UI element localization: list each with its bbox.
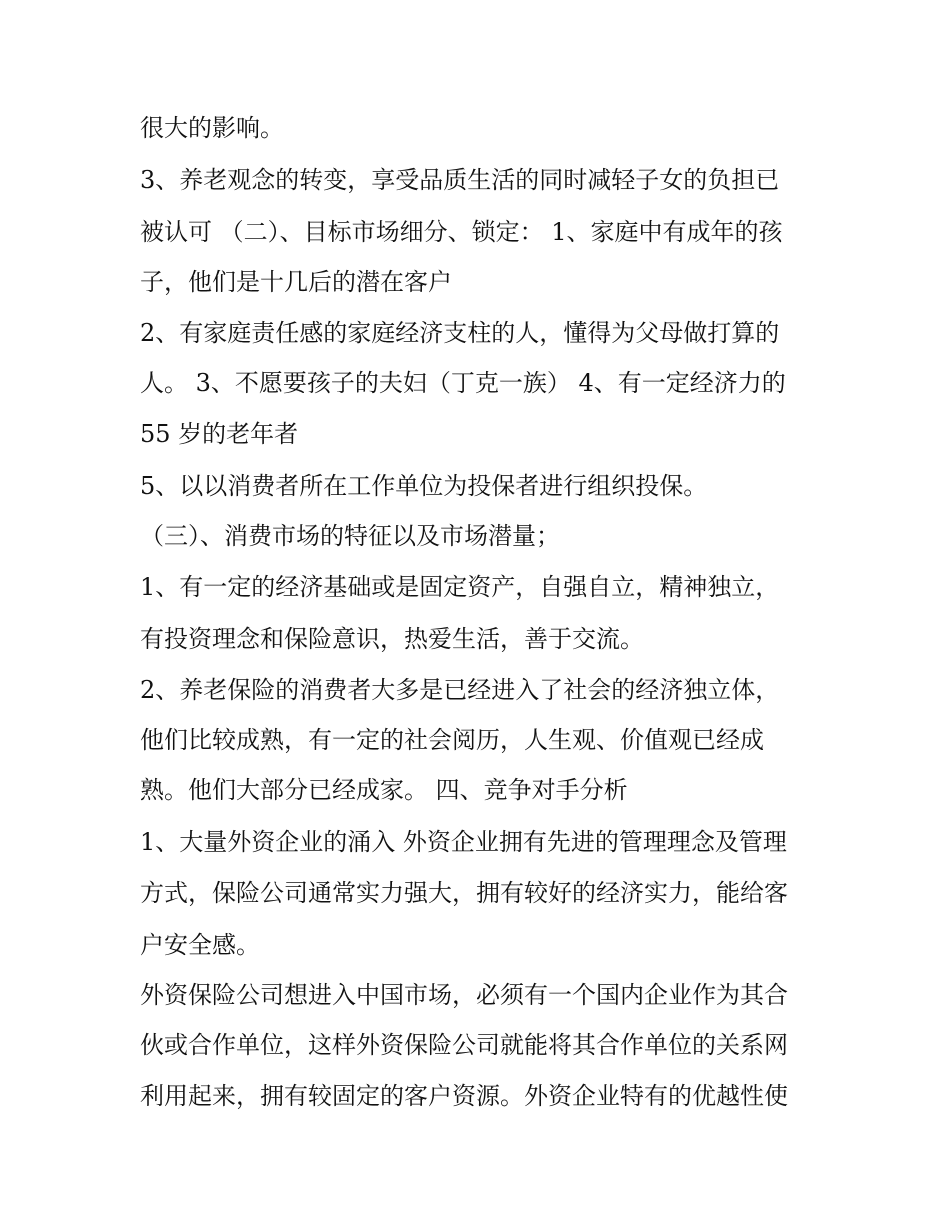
- text-line: 2、养老保险的消费者大多是已经进入了社会的经济独立体，: [140, 676, 780, 704]
- text-line: 被认可 （二）、目标市场细分、锁定： 1、家庭中有成年的孩: [140, 218, 783, 246]
- text-line: 他们比较成熟，有一定的社会阅历，人生观、价值观已经成: [140, 726, 764, 754]
- text-line: 户安全感。: [140, 931, 260, 959]
- text-line: 子，他们是十几后的潜在客户: [140, 268, 452, 296]
- text-line: 方式，保险公司通常实力强大，拥有较好的经济实力，能给客: [140, 879, 788, 907]
- text-line: 55 岁的老年者: [140, 420, 299, 448]
- text-line: （三）、消费市场的特征以及市场潜量；: [140, 522, 560, 550]
- text-line: 利用起来，拥有较固定的客户资源。外资企业特有的优越性使: [140, 1082, 788, 1110]
- text-line: 外资保险公司想进入中国市场，必须有一个国内企业作为其合: [140, 981, 788, 1009]
- text-line: 3、养老观念的转变，享受品质生活的同时减轻子女的负担已: [140, 166, 780, 194]
- text-line: 熟。他们大部分已经成家。 四、竞争对手分析: [140, 776, 628, 804]
- text-line: 伙或合作单位，这样外资保险公司就能将其合作单位的关系网: [140, 1031, 788, 1059]
- text-line: 1、有一定的经济基础或是固定资产，自强自立，精神独立，: [140, 573, 780, 601]
- text-line: 2、有家庭责任感的家庭经济支柱的人，懂得为父母做打算的: [140, 319, 780, 347]
- text-line: 5、以以消费者所在工作单位为投保者进行组织投保。: [140, 472, 708, 500]
- text-line: 人。 3、不愿要孩子的夫妇（丁克一族） 4、有一定经济力的: [140, 369, 786, 397]
- text-line: 有投资理念和保险意识，热爱生活，善于交流。: [140, 625, 644, 653]
- text-line: 1、大量外资企业的涌入 外资企业拥有先进的管理理念及管理: [140, 828, 787, 856]
- text-line: 很大的影响。: [140, 114, 284, 142]
